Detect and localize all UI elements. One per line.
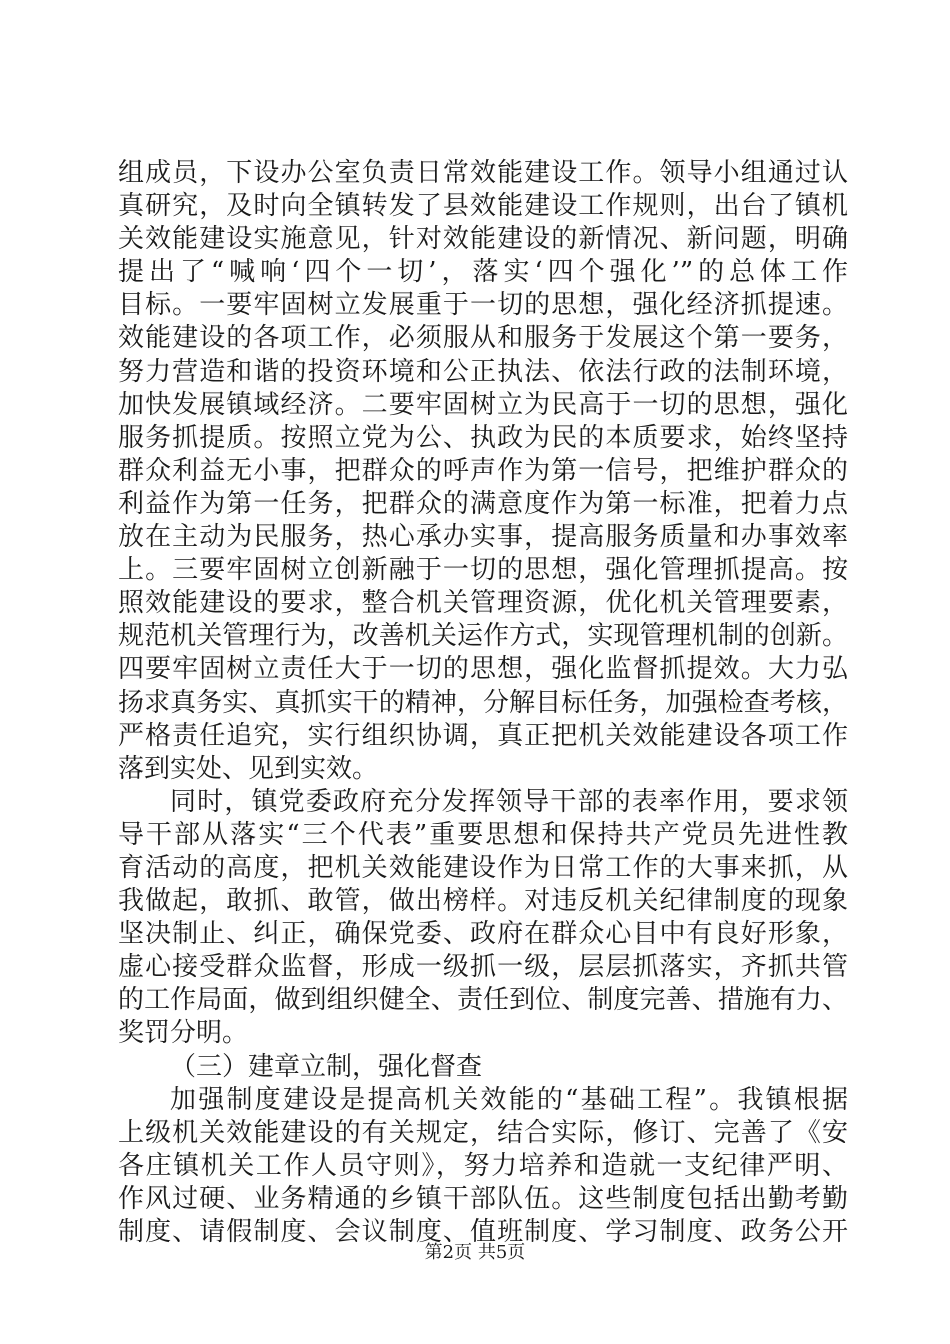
text-line: 利益作为第一任务，把群众的满意度作为第一标准，把着力点 [118,488,848,519]
text-line: 效能建设的各项工作，必须服从和服务于发展这个第一要务， [118,323,848,354]
text-line: 各庄镇机关工作人员守则》，努力培养和造就一支纪律严明、 [118,1150,848,1181]
text-line: 放在主动为民服务，热心承办实事，提高服务质量和办事效率 [118,522,848,553]
text-line: 上。三要牢固树立创新融于一切的思想，强化管理抓提高。按 [118,555,848,586]
text-line: 育活动的高度，把机关效能建设作为日常工作的大事来抓，从 [118,852,848,883]
text-line: 加快发展镇域经济。二要牢固树立为民高于一切的思想，强化 [118,389,848,420]
text-line: 坚决制止、纠正，确保党委、政府在群众心目中有良好形象， [118,919,848,950]
text-line: 提出了“喊响‘四个一切’，落实‘四个强化’”的总体工作 [118,257,848,288]
text-line: 服务抓提质。按照立党为公、执政为民的本质要求，始终坚持 [118,422,848,453]
text-line: 的工作局面，做到组织健全、责任到位、制度完善、措施有力、 [118,985,848,1016]
text-line: 制度、请假制度、会议制度、值班制度、学习制度、政务公开 [118,1217,848,1247]
paragraph-first-line: 加强制度建设是提高机关效能的“基础工程”。我镇根据 [170,1084,848,1115]
text-line: 我做起，敢抓、敢管，做出榜样。对违反机关纪律制度的现象 [118,886,848,917]
text-line: 导干部从落实“三个代表”重要思想和保持共产党员先进性教 [118,819,848,850]
text-line: 目标。一要牢固树立发展重于一切的思想，强化经济抓提速。 [118,290,848,321]
text-line: 关效能建设实施意见，针对效能建设的新情况、新问题，明确 [118,224,848,255]
page-number-footer: 第2页 共5页 [424,1242,526,1263]
text-line: 虚心接受群众监督，形成一级抓一级，层层抓落实，齐抓共管 [118,952,848,983]
text-line: 努力营造和谐的投资环境和公正执法、依法行政的法制环境， [118,356,848,387]
text-line: 严格责任追究，实行组织协调，真正把机关效能建设各项工作 [118,720,848,751]
text-line: 规范机关管理行为，改善机关运作方式，实现管理机制的创新。 [118,621,848,652]
text-line: 组成员，下设办公室负责日常效能建设工作。领导小组通过认 [118,158,848,188]
text-line: 真研究，及时向全镇转发了县效能建设工作规则，出台了镇机 [118,191,848,222]
text-line: 上级机关效能建设的有关规定，结合实际，修订、完善了《安 [118,1117,848,1148]
text-line: 四要牢固树立责任大于一切的思想，强化监督抓提效。大力弘 [118,654,848,685]
paragraph-first-line: 同时，镇党委政府充分发挥领导干部的表率作用，要求领 [170,786,848,817]
section-heading: （三）建章立制，强化督查 [170,1051,483,1082]
text-line: 落到实处、见到实效。 [118,753,379,784]
text-line: 奖罚分明。 [118,1018,249,1049]
text-line: 群众利益无小事，把群众的呼声作为第一信号，把维护群众的 [118,455,848,486]
text-line: 作风过硬、业务精通的乡镇干部队伍。这些制度包括出勤考勤 [118,1183,848,1214]
body-text [118,157,848,1249]
text-line: 照效能建设的要求，整合机关管理资源，优化机关管理要素， [118,588,848,619]
text-line: 扬求真务实、真抓实干的精神，分解目标任务，加强检查考核， [118,687,848,718]
